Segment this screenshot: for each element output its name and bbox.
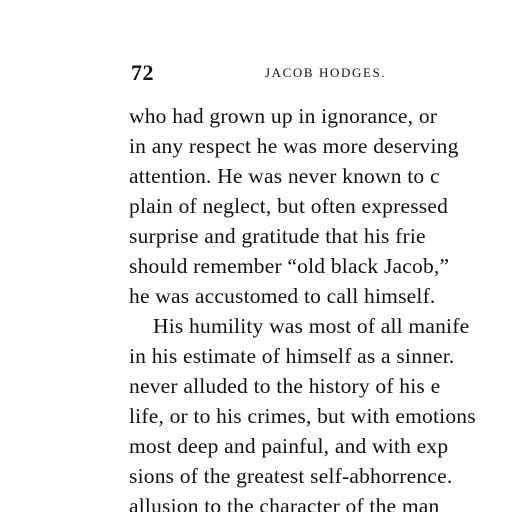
- text-line: never alluded to the history of his e: [129, 374, 441, 398]
- page-number: 72: [131, 60, 154, 85]
- text-line: life, or to his crimes, but with emotions: [129, 404, 476, 428]
- running-title: JACOB HODGES.: [265, 65, 387, 80]
- text-line: attention. He was never known to c: [129, 164, 440, 188]
- text-line: in any respect he was more deserving: [129, 134, 459, 158]
- text-line: he was accustomed to call himself.: [129, 284, 436, 308]
- text-line: allusion to the character of the man: [129, 494, 440, 512]
- text-line: surprise and gratitude that his frie: [129, 224, 426, 248]
- text-line: who had grown up in ignorance, or: [129, 104, 438, 128]
- text-line: His humility was most of all manife: [153, 314, 470, 338]
- text-line: most deep and painful, and with exp: [129, 434, 449, 458]
- page-header: [0, 58, 512, 88]
- text-line: sions of the greatest self-abhorrence.: [129, 464, 453, 488]
- text-line: plain of neglect, but often expressed: [129, 194, 449, 218]
- text-line: in his estimate of himself as a sinner.: [129, 344, 455, 368]
- text-line: should remember “old black Jacob,”: [129, 254, 450, 278]
